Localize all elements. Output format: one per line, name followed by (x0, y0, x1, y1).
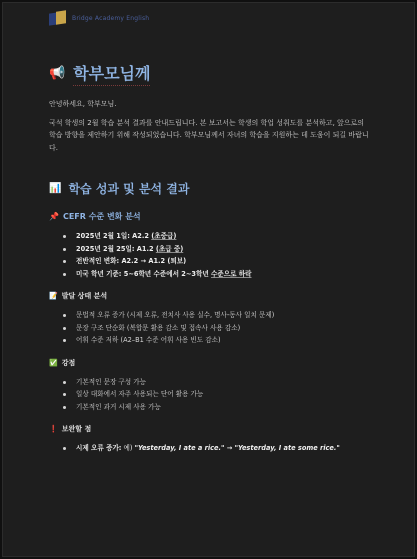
development-list (49, 309, 369, 347)
pushpin-icon: 📌 (49, 212, 59, 221)
list-item: 2025년 2월 1일: A2.2 (초중급) (76, 230, 369, 243)
cefr-list (49, 230, 369, 280)
improvements-list (49, 442, 369, 455)
page-title (49, 61, 369, 86)
intro-paragraph: 국석 학생의 2월 학습 분석 결과를 안내드립니다. 본 보고서는 학생의 학업 성취도를 분석하고, 앞으로의 학습 방향을 제안하기 위해 작성되었습니다. 학부모님께서 자녀의 학습을 지원하는 데 도움이 되길 바랍니다. (49, 118, 369, 152)
list-item: 어휘 수준 저하 (A2–B1 수준 어휘 사용 빈도 감소) (76, 334, 369, 347)
section-heading (49, 180, 369, 197)
cefr-heading (49, 211, 369, 222)
list-item: 기본적인 문장 구성 가능 (76, 376, 369, 389)
list-item: 전반적인 변화: A2.2 → A1.2 (퇴보) (76, 255, 369, 268)
bar-chart-icon: 📊 (49, 183, 62, 194)
list-item: 미국 학년 기준: 5~6학년 수준에서 2~3학년 수준으로 하락 (76, 268, 369, 281)
list-item: 시제 오류 증가: 예) "Yesterday, I ate a rice." → "Yesterday, I ate some rice." (76, 442, 369, 455)
logo-text: Bridge Academy English (72, 15, 150, 22)
development-heading-text: 발달 상태 분석 (61, 292, 108, 300)
cefr-heading-text: CEFR 수준 변화 분석 (62, 212, 141, 221)
academy-logo[interactable] (49, 11, 149, 26)
page-title-text: 학부모님께 (73, 61, 150, 86)
book-logo-icon (49, 11, 67, 26)
section-heading-text: 학습 성과 및 분석 결과 (68, 182, 190, 196)
improvements-heading-text: 보완할 점 (61, 425, 92, 433)
document-content (49, 61, 369, 455)
greeting: 안녕하세요, 학부모님. (49, 100, 117, 108)
list-item: 2025년 2월 25일: A1.2 (초급 중) (76, 243, 369, 256)
strengths-list (49, 376, 369, 414)
list-item: 문장 구조 단순화 (복합문 활용 감소 및 접속사 사용 감소) (76, 322, 369, 335)
check-mark-icon: ✅ (49, 358, 58, 367)
document-page (2, 2, 415, 557)
strengths-heading-text: 강점 (61, 358, 76, 367)
exclamation-icon: ❗ (49, 425, 58, 433)
list-item: 문법적 오류 증가 (시제 오류, 전치사 사용 실수, 명사-동사 일치 문제) (76, 309, 369, 322)
memo-icon: 📝 (49, 292, 58, 300)
list-item: 기본적인 과거 시제 사용 가능 (76, 401, 369, 414)
improvements-heading (49, 424, 369, 434)
megaphone-icon: 📢 (49, 66, 66, 81)
development-heading (49, 291, 369, 301)
list-item: 일상 대화에서 자주 사용되는 단어 활용 가능 (76, 388, 369, 401)
strengths-heading (49, 358, 369, 368)
